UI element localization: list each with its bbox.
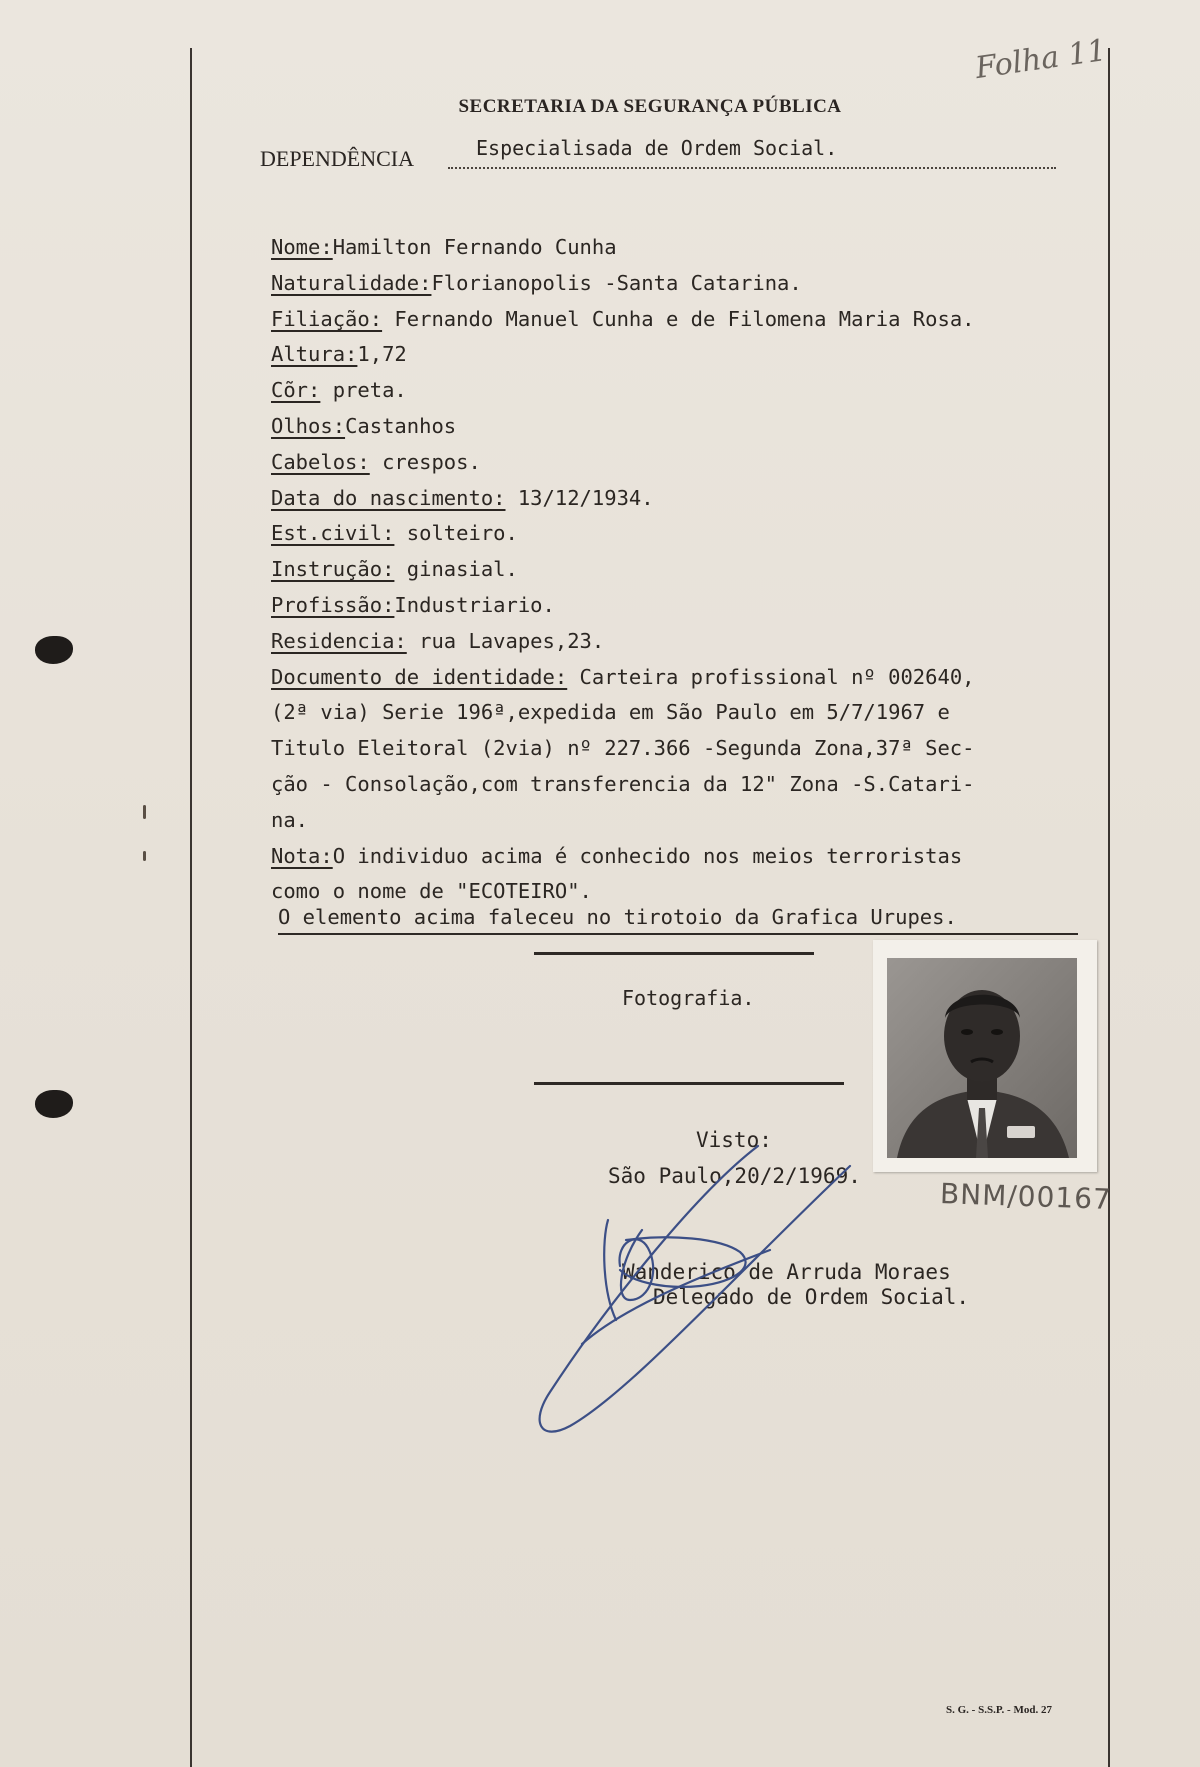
field-label: Altura: (271, 342, 358, 367)
left-margin-line (190, 48, 192, 1767)
photo-label: Fotografia. (622, 986, 755, 1010)
official-title: Delegado de Ordem Social. (653, 1285, 970, 1309)
id-photo (887, 958, 1077, 1158)
field-value: O individuo acima é conhecido nos meios terroristas (332, 843, 963, 868)
official-name: Wanderico de Arruda Moraes (622, 1260, 951, 1284)
field-estcivil (271, 516, 1106, 552)
field-label: Cõr: (271, 378, 321, 403)
paper-mark (143, 805, 146, 819)
id-photo-frame (873, 940, 1097, 1172)
field-label: Filiação: (271, 306, 383, 331)
field-instrucao (271, 552, 1106, 588)
field-olhos (271, 409, 1106, 445)
field-label: Residencia: (271, 628, 407, 653)
field-value: Castanhos (345, 413, 457, 438)
place-date: São Paulo,20/2/1969. (608, 1164, 861, 1188)
field-label: Olhos: (271, 413, 346, 438)
form-code: S. G. - S.S.P. - Mod. 27 (946, 1704, 1052, 1716)
record-fields (271, 230, 1106, 910)
field-value: Carteira profissional nº 002640, (567, 664, 975, 689)
photo-rule-bottom (534, 1082, 844, 1085)
field-value: ginasial. (394, 557, 518, 582)
field-label: Est.civil: (271, 521, 395, 546)
field-nascimento (271, 481, 1106, 517)
field-value: rua Lavapes,23. (406, 628, 605, 653)
punch-hole-top (35, 636, 73, 664)
field-label: Documento de identidade: (271, 664, 568, 689)
field-cor (271, 373, 1106, 409)
field-value: Fernando Manuel Cunha e de Filomena Maria Rosa. (382, 306, 975, 331)
folio-note: Folha 11 (973, 33, 1109, 86)
photo-rule-top (534, 952, 814, 955)
field-label: Data do nascimento: (271, 485, 506, 510)
field-filiacao (271, 302, 1106, 338)
field-label: Nota: (271, 843, 333, 868)
death-note: O elemento acima faleceu no tirotoio da Grafica Urupes. (278, 905, 957, 929)
punch-hole-bottom (35, 1090, 73, 1118)
visto-label: Visto: (696, 1128, 772, 1152)
dependencia-label: DEPENDÊNCIA (260, 146, 414, 171)
field-documento-cont: (2ª via) Serie 196ª,expedida em São Paulo em 5/7/1967 e (271, 700, 950, 725)
field-value: solteiro. (394, 521, 518, 546)
field-residencia (271, 624, 1106, 660)
right-margin-line (1108, 48, 1110, 1767)
field-label: Profissão: (271, 592, 395, 617)
field-documento (271, 660, 1106, 696)
dependencia-dotted-line (448, 167, 1056, 169)
archive-code: BNM/00167 (939, 1177, 1113, 1216)
field-label: Cabelos: (271, 449, 370, 474)
field-naturalidade (271, 266, 1106, 302)
field-nome (271, 230, 1106, 266)
field-value: preta. (320, 378, 407, 403)
field-documento-cont: Titulo Eleitoral (2via) nº 227.366 -Segunda Zona,37ª Sec- (271, 736, 975, 761)
dependencia-value: Especialisada de Ordem Social. (476, 136, 838, 160)
field-profissao (271, 588, 1106, 624)
page-title: SECRETARIA DA SEGURANÇA PÚBLICA (458, 96, 842, 117)
field-nota (271, 839, 1106, 875)
field-value: 13/12/1934. (505, 485, 654, 510)
field-label: Instrução: (271, 557, 395, 582)
field-cabelos (271, 445, 1106, 481)
field-documento-cont: na. (271, 807, 309, 832)
field-documento-cont: ção - Consolação,com transferencia da 12" Zona -S.Catari- (271, 771, 975, 796)
field-value: Hamilton Fernando Cunha (332, 235, 617, 259)
field-label: Nome: (271, 235, 333, 259)
field-value: 1,72 (357, 342, 407, 367)
field-value: crespos. (369, 449, 481, 474)
field-value: Industriario. (394, 592, 555, 617)
field-label: Naturalidade: (271, 270, 432, 295)
paper-mark (143, 851, 146, 861)
field-nota-cont: como o nome de "ECOTEIRO". (271, 879, 592, 904)
field-value: Florianopolis -Santa Catarina. (431, 270, 802, 295)
signature (530, 1130, 890, 1490)
death-note-underline (278, 933, 1078, 935)
field-altura (271, 337, 1106, 373)
